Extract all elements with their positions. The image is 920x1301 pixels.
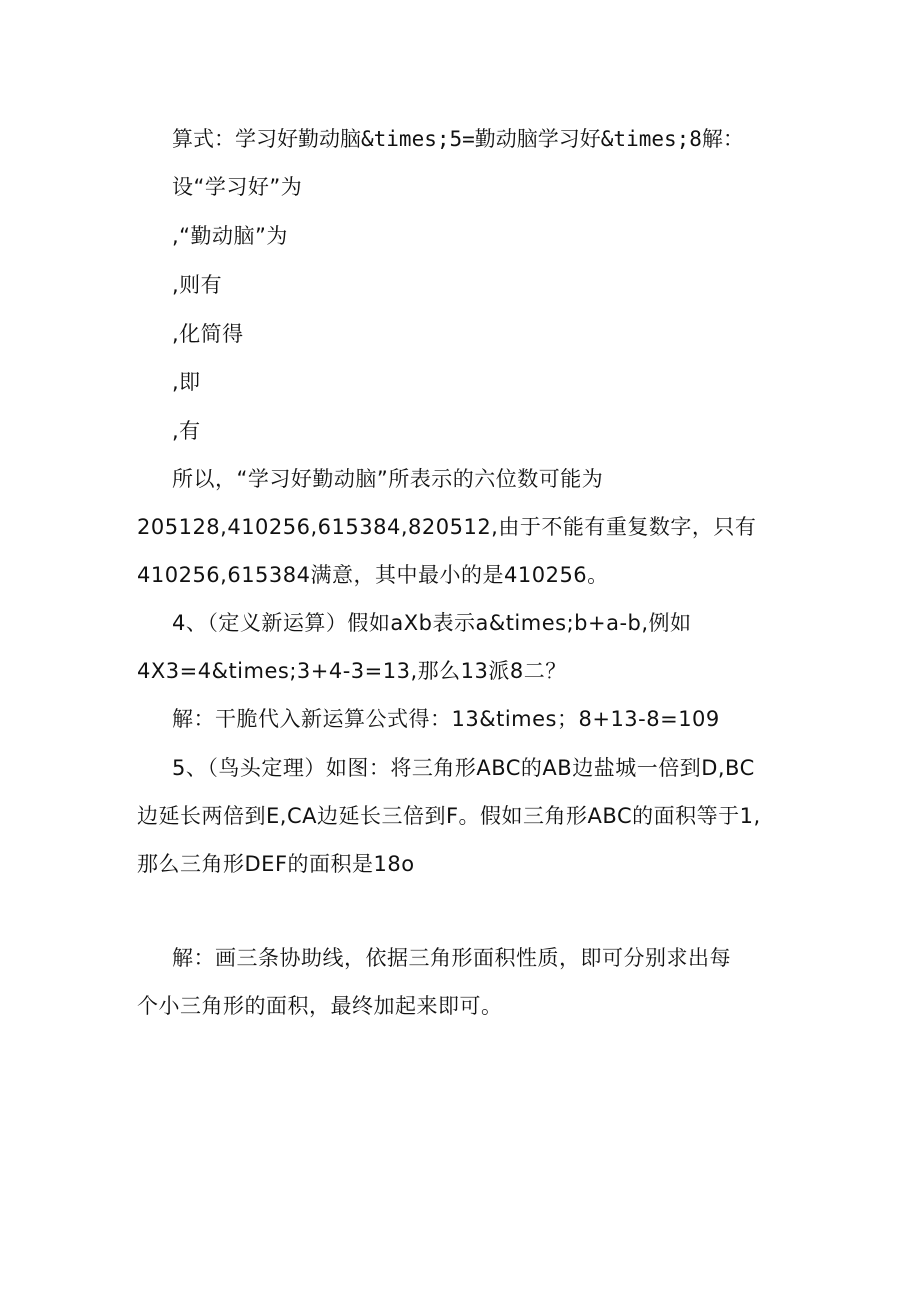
text-line-question-4-cont: 4X3=4&times;3+4-3=13,那么13派8二？ bbox=[137, 659, 567, 683]
text-line-simplify: ,化简得 bbox=[172, 322, 244, 346]
text-line-let: 设“学习好”为 bbox=[172, 175, 303, 199]
text-line-solution-5: 解：画三条协助线，依据三角形面积性质，即可分别求出每 bbox=[172, 946, 731, 970]
text-line-question-5-cont: 边延长两倍到E,CA边延长三倍到F。假如三角形ABC的面积等于1, bbox=[137, 804, 761, 828]
text-line-namely: ,即 bbox=[172, 370, 201, 394]
text-line-answer: 410256,615384满意，其中最小的是410256。 bbox=[137, 563, 609, 587]
text-line-solution-5-cont: 个小三角形的面积，最终加起来即可。 bbox=[137, 994, 503, 1018]
text-line-candidates: 205128,410256,615384,820512,由于不能有重复数字，只有 bbox=[137, 515, 757, 539]
text-line-question-5: 5、（鸟头定理）如图：将三角形ABC的AB边盐城一倍到D,BC bbox=[172, 756, 755, 780]
text-line-solution-4: 解：干脆代入新运算公式得：13&times；8+13-8=109 bbox=[172, 707, 720, 731]
text-line-have: ,有 bbox=[172, 419, 201, 443]
text-line-formula: 算式：学习好勤动脑&times;5=勤动脑学习好&times;8解： bbox=[172, 127, 744, 151]
text-line-therefore: 所以，“学习好勤动脑”所表示的六位数可能为 bbox=[172, 467, 604, 491]
text-line-let-second: ,“勤动脑”为 bbox=[172, 224, 288, 248]
text-line-question-5-end: 那么三角形DEF的面积是18o bbox=[137, 852, 415, 876]
text-line-question-4: 4、（定义新运算）假如aXb表示a&times;b+a-b,例如 bbox=[172, 611, 692, 635]
text-line-then: ,则有 bbox=[172, 273, 223, 297]
